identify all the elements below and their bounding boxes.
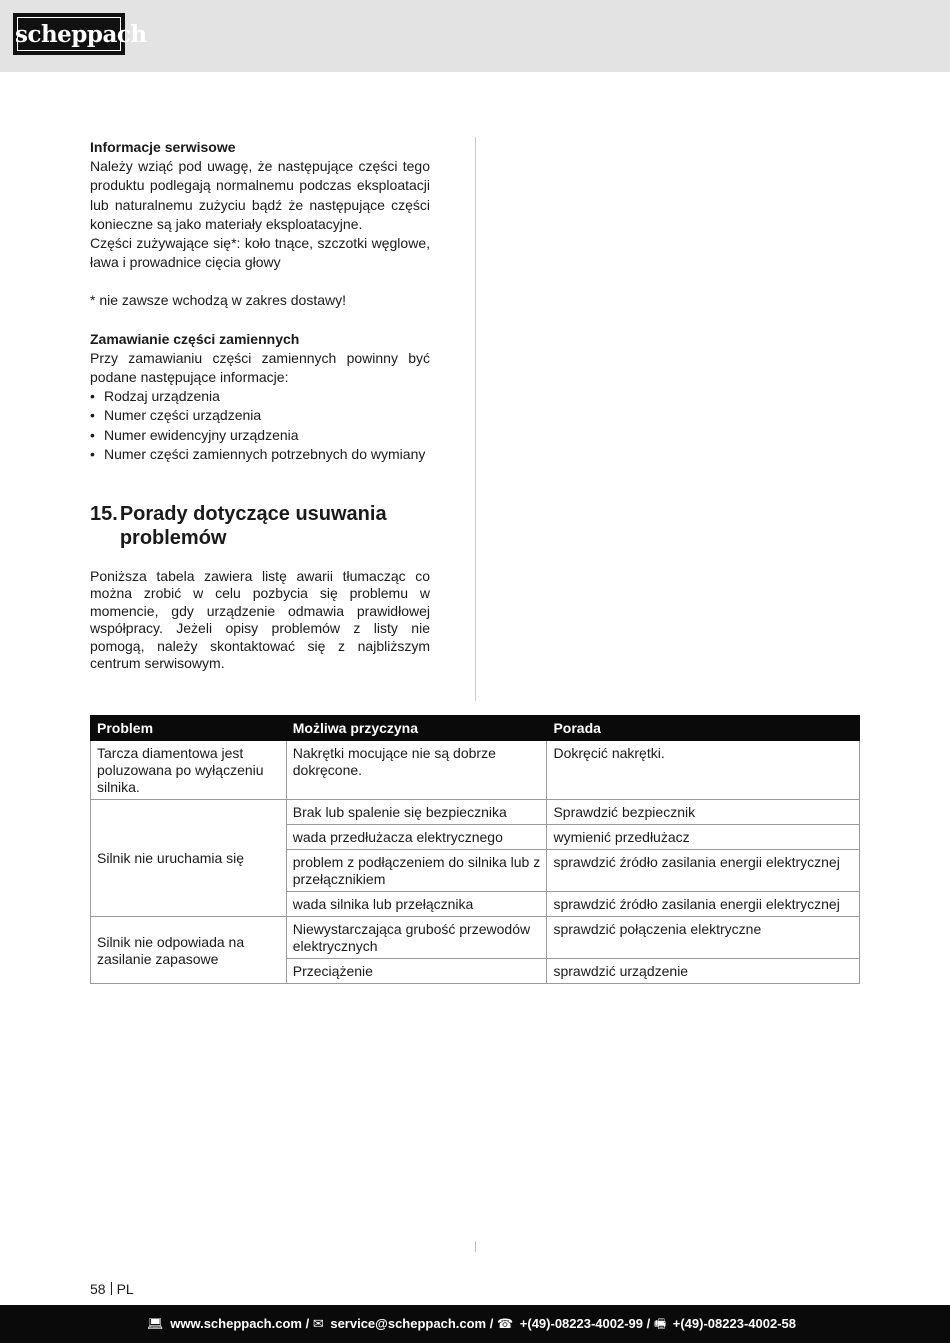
left-column xyxy=(90,138,430,672)
list-item: • Numer ewidencyjny urządzenia xyxy=(90,426,430,445)
section-heading xyxy=(90,502,430,550)
table-row xyxy=(91,800,860,825)
list-item: • Numer części urządzenia xyxy=(90,406,430,425)
section-intro: Poniższa tabela zawiera listę awarii tłumacząc co można zrobić w celu pozbycia się problemu w momencie, gdy urządzenie odmawia prawidłowej współpracy. Jeżeli opisy problemów z listy nie pomogą, należy skontaktować się z najbliższym centrum serwisowym. xyxy=(90,568,430,672)
footer-fax: +(49)-08223-4002-58 xyxy=(672,1316,796,1331)
divider xyxy=(475,1241,476,1252)
table-row xyxy=(91,741,860,800)
page-number xyxy=(90,1280,134,1298)
cause-cell: wada silnika lub przełącznika xyxy=(286,892,547,917)
remedy-cell: sprawdzić połączenia elektryczne xyxy=(547,917,860,959)
remedy-cell: Dokręcić nakrętki. xyxy=(547,741,860,800)
service-info-title: Informacje serwisowe xyxy=(90,139,236,155)
problem-cell: Silnik nie uruchamia się xyxy=(91,800,287,917)
spacer xyxy=(90,272,430,291)
remedy-cell: wymienić przedłużacz xyxy=(547,825,860,850)
computer-icon: 💻︎ xyxy=(147,1316,164,1331)
spacer xyxy=(90,311,430,330)
footnote: * nie zawsze wchodzą w zakres dostawy! xyxy=(90,292,346,309)
header-remedy: Porada xyxy=(547,716,860,741)
table-header-row xyxy=(91,716,860,741)
cause-cell: Niewystarczająca grubość przewodów elektrycznych xyxy=(286,917,547,959)
problem-cell: Tarcza diamentowa jest poluzowana po wyłączeniu silnika. xyxy=(91,741,287,800)
wear-parts-text: Części zużywające się*: koło tnące, szczotki węglowe, ława i prowadnice cięcia głowy xyxy=(90,235,430,271)
cause-cell: problem z podłączeniem do silnika lub z przełącznikiem xyxy=(286,850,547,892)
remedy-cell: sprawdzić źródło zasilania energii elektrycznej xyxy=(547,892,860,917)
footer-phone: +(49)-08223-4002-99 / xyxy=(519,1316,651,1331)
fax-icon: 🖷︎ xyxy=(653,1316,667,1331)
cause-cell: wada przedłużacza elektrycznego xyxy=(286,825,547,850)
section-title: Porady dotyczące usuwania problemów xyxy=(119,503,387,550)
brand-logo: scheppach xyxy=(13,13,125,55)
remedy-cell: Sprawdzić bezpiecznik xyxy=(547,800,860,825)
header-problem: Problem xyxy=(91,716,287,741)
service-info-paragraph: Należy wziąć pod uwagę, że następujące części tego produktu podlegają normalnemu podczas eksploatacji lub naturalnemu zużyciu bądź że następujące części konieczne są jako materiały eksploatacyjne. xyxy=(90,158,430,232)
footer-email[interactable]: service@scheppach.com / xyxy=(330,1316,494,1331)
divider xyxy=(111,1282,112,1295)
remedy-cell: sprawdzić źródło zasilania energii elektrycznej xyxy=(547,850,860,892)
cause-cell: Brak lub spalenie się bezpiecznika xyxy=(286,800,547,825)
header-cause: Możliwa przyczyna xyxy=(286,716,547,741)
remedy-cell: sprawdzić urządzenie xyxy=(547,959,860,984)
list-item: • Numer części zamiennych potrzebnych do wymiany xyxy=(90,445,430,464)
section-number: 15. xyxy=(90,503,118,526)
phone-icon: ☎ xyxy=(496,1316,514,1331)
troubleshooting-table xyxy=(90,715,860,984)
spare-parts-title: Zamawianie części zamiennych xyxy=(90,330,300,347)
problem-cell: Silnik nie odpowiada na zasilanie zapasowe xyxy=(91,917,287,984)
page-language: PL xyxy=(116,1281,134,1297)
spare-parts-intro: Przy zamawianiu części zamiennych powinny być podane następujące informacje: xyxy=(90,349,430,386)
list-item: • Rodzaj urządzenia xyxy=(90,387,430,406)
footer-band xyxy=(0,1305,950,1343)
column-divider xyxy=(475,137,476,701)
mail-icon: ✉ xyxy=(312,1316,324,1331)
header-band xyxy=(0,0,950,72)
cause-cell: Przeciążenie xyxy=(286,959,547,984)
table-row xyxy=(91,917,860,959)
spare-parts-list xyxy=(90,387,430,464)
page-number-value: 58 xyxy=(90,1281,106,1297)
cause-cell: Nakrętki mocujące nie są dobrze dokręcone. xyxy=(286,741,547,800)
footer-web[interactable]: www.scheppach.com / xyxy=(170,1316,310,1331)
